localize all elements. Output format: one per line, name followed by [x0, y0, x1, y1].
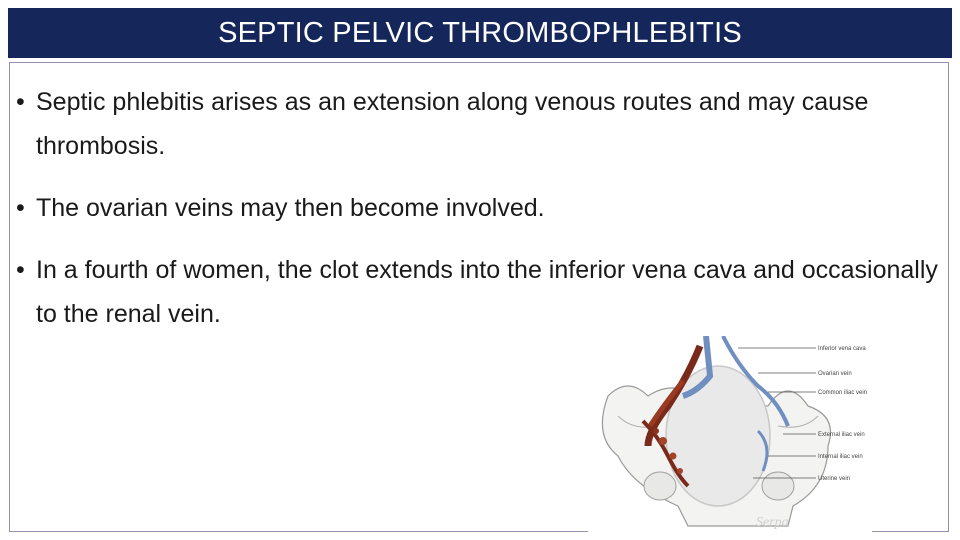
figure-label: Internal iliac vein	[818, 454, 863, 460]
slide-title: SEPTIC PELVIC THROMBOPHLEBITIS	[218, 16, 742, 49]
title-bar	[8, 8, 952, 58]
bullet-item: • In a fourth of women, the clot extends into the inferior vena cava and occasionally to the renal vein.	[16, 248, 946, 336]
figure-label: Common iliac vein	[818, 390, 868, 396]
bullet-list	[16, 80, 946, 354]
figure-watermark: Serpa	[756, 515, 789, 530]
figure-label: Ovarian vein	[818, 371, 852, 377]
pelvis-diagram	[588, 336, 872, 532]
pelvic-veins-illustration	[588, 336, 872, 532]
figure-label: Inferior vena cava	[818, 346, 866, 352]
figure-label: External iliac vein	[818, 432, 865, 438]
bullet-item: • Septic phlebitis arises as an extension along venous routes and may cause thrombosis.	[16, 80, 946, 168]
figure-label: Uterine vein	[818, 476, 851, 482]
bullet-item: • The ovarian veins may then become involved.	[16, 186, 946, 230]
